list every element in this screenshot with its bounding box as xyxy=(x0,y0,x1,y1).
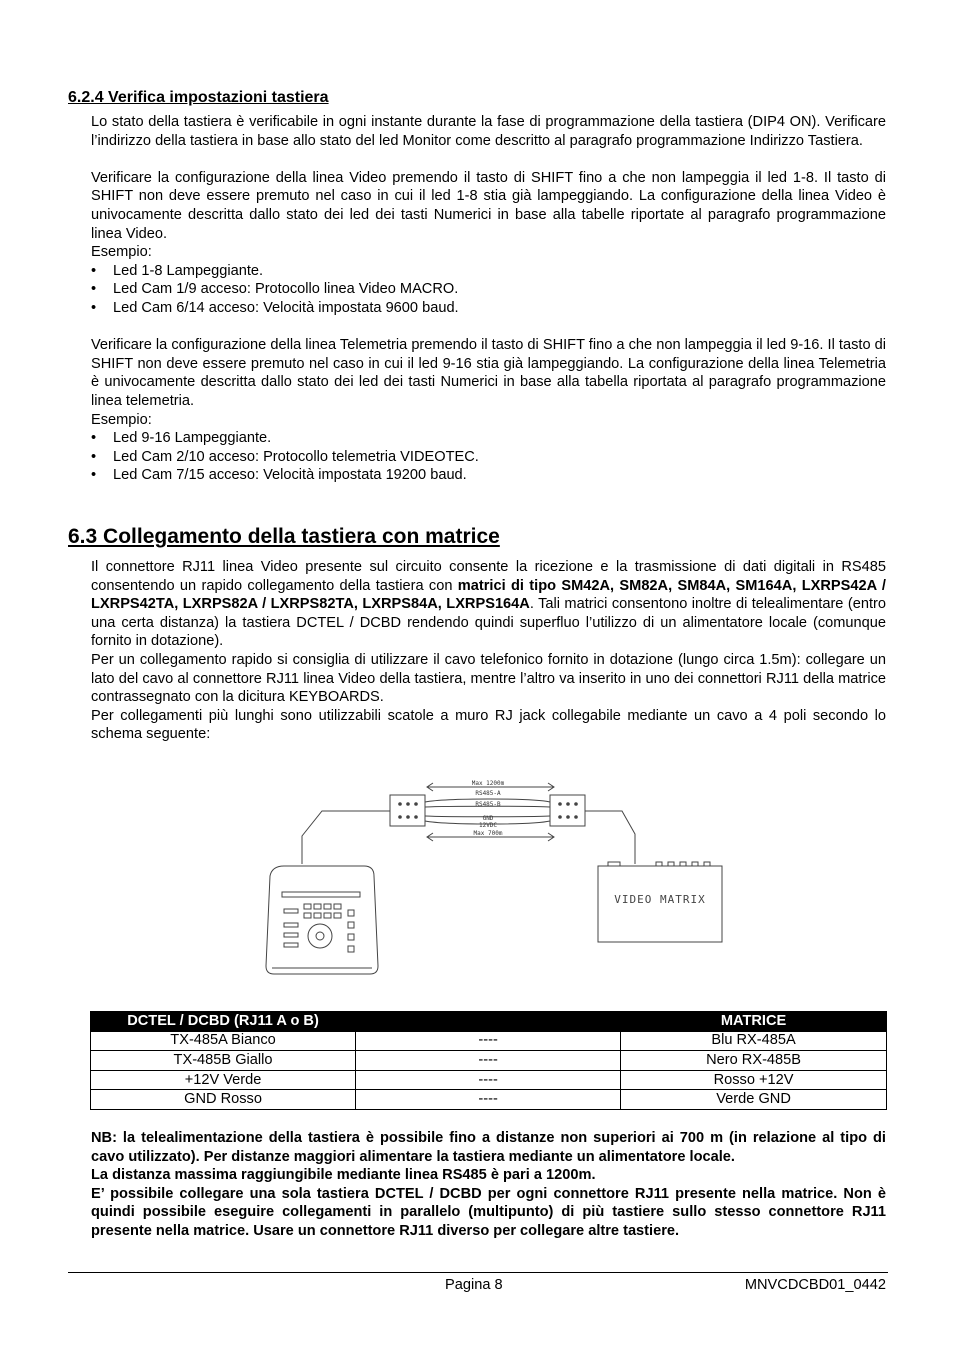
keyboard-drawing xyxy=(266,866,378,974)
bold-text: matrici di tipo SM42A, SM82A, SM84A, SM164A, LXRPS42A / LXRPS42TA, LXRPS82A / LXRPS82TA, LXRPS84A, LXRPS164A xyxy=(91,577,886,613)
note: NB: la telealimentazione della tastiera è possibile fino a distanze non superiori ai 700 m (in relazione al tipo di cavo utilizzato). Per distanze maggiori alimentare la tastiera mediante un alimentatore locale. xyxy=(91,1130,886,1165)
label-max-1200: Max 1200m xyxy=(471,780,505,787)
example-list xyxy=(91,429,886,485)
label-12vdc: 12VDC xyxy=(478,822,498,829)
document-code: MNVCDCBD01_0442 xyxy=(744,1277,886,1293)
page-number: Pagina 8 xyxy=(445,1277,503,1293)
column-header xyxy=(356,1012,621,1032)
label-max-700: Max 700m xyxy=(473,830,503,837)
label-gnd: GND xyxy=(482,815,494,822)
section-6-2-4-heading: 6.2.4 Verifica impostazioni tastiera xyxy=(68,89,329,106)
note: E’ possibile collegare una sola tastiera DCTEL / DCBD per ogni connettore RJ11 presente nella matrice. Non è quindi possibile eseguire collegamenti in parallelo (multipunto) di più tastiere sullo stesso connettore RJ11 presente nella matrice. Usare un connettore RJ11 diverso per collegare altre tastiere. xyxy=(91,1185,886,1239)
table-cell: Nero RX-485B xyxy=(621,1051,887,1071)
footer-rule xyxy=(68,1272,888,1273)
list-item: • Led 9-16 Lampeggiante. xyxy=(91,429,886,448)
paragraph: Per un collegamento rapido si consiglia di utilizzare il cavo telefonico fornito in dotazione (lungo circa 1.5m): collegare un lato del cavo al connettore RJ11 linea Video della tastiera, mentre l’altro va inserito in uno dei connettori RJ11 della matrice contrassegnato con la dicitura KEYBOARDS. xyxy=(91,651,886,706)
text-span: . Tali matrici consentono inoltre di telealimentare (entro una certa distanza) la tastiera DCTEL / DCBD rendendo quindi superfluo l’utilizzo di un alimentatore locale (comunque fornito in dotazione). xyxy=(91,596,886,650)
table-cell: ---- xyxy=(356,1090,621,1110)
table-row xyxy=(91,1031,887,1051)
section-6-3-body xyxy=(91,558,886,744)
paragraph xyxy=(91,558,886,651)
example-label: Esempio: xyxy=(91,411,152,428)
paragraph: Lo stato della tastiera è verificabile in ogni instante durante la fase di programmazione della tastiera (DIP4 ON). Verificare l’indirizzo della tastiera in base allo stato del led Monitor come descritto al paragrafo programmazione Indirizzo Tastiera. xyxy=(91,114,886,149)
table-cell: GND Rosso xyxy=(91,1090,356,1110)
table-cell: TX-485B Giallo xyxy=(91,1051,356,1071)
example-list xyxy=(91,262,886,318)
list-item: • Led Cam 7/15 acceso: Velocità impostata 19200 baud. xyxy=(91,466,886,485)
paragraph: Verificare la configurazione della linea Video premendo il tasto di SHIFT fino a che non lampeggia il led 1-8. Il tasto di SHIFT non deve essere premuto nel caso in cui il led 1-8 stia già lampeggiando. La configurazione della linea Video è univocamente descritta dallo stato dei led dei tasti Numerici in base alla tabelle riportate al paragrafo programmazione linea Video. xyxy=(91,169,886,242)
table-row xyxy=(91,1051,887,1071)
list-item: • Led Cam 1/9 acceso: Protocollo linea Video MACRO. xyxy=(91,280,886,299)
table-cell: Verde GND xyxy=(621,1090,887,1110)
column-header: DCTEL / DCBD (RJ11 A o B) xyxy=(91,1012,356,1032)
table-cell: ---- xyxy=(356,1051,621,1071)
example-label: Esempio: xyxy=(91,244,152,261)
text-span: Il connettore RJ11 linea Video presente sul circuito consente la ricezione e la trasmissione di dati digitali in RS485 consentendo un rapido collegamento della tastiera con xyxy=(91,559,886,594)
paragraph: Per collegamenti più lunghi sono utilizzabili scatole a muro RJ jack collegabile mediante un cavo a 4 poli secondo lo schema seguente: xyxy=(91,707,886,743)
table-cell: TX-485A Bianco xyxy=(91,1031,356,1051)
notes-block xyxy=(91,1129,886,1241)
section-6-2-4-body xyxy=(91,113,886,485)
list-item: • Led 1-8 Lampeggiante. xyxy=(91,262,886,281)
wall-jack-right xyxy=(550,795,585,826)
wall-jack-left xyxy=(390,795,425,826)
table-cell: ---- xyxy=(356,1031,621,1051)
section-6-3-heading: 6.3 Collegamento della tastiera con matrice xyxy=(68,525,500,548)
note: La distanza massima raggiungibile mediante linea RS485 è pari a 1200m. xyxy=(91,1167,596,1184)
video-matrix-label: VIDEO MATRIX xyxy=(614,893,706,906)
table-cell: +12V Verde xyxy=(91,1070,356,1090)
column-header: MATRICE xyxy=(621,1012,887,1032)
table-cell: ---- xyxy=(356,1070,621,1090)
connection-diagram xyxy=(262,776,732,982)
list-item: • Led Cam 2/10 acceso: Protocollo telemetria VIDEOTEC. xyxy=(91,448,886,467)
table-header-row xyxy=(91,1012,887,1032)
table-cell: Blu RX-485A xyxy=(621,1031,887,1051)
wiring-table xyxy=(90,1011,887,1110)
table-cell: Rosso +12V xyxy=(621,1070,887,1090)
list-item: • Led Cam 6/14 acceso: Velocità impostata 9600 baud. xyxy=(91,299,886,318)
table-row xyxy=(91,1090,887,1110)
paragraph: Verificare la configurazione della linea Telemetria premendo il tasto di SHIFT fino a che non lampeggia il led 9-16. Il tasto di SHIFT non deve essere premuto nel caso in cui il led 9-16 stia già lampeggiando. La configurazione della linea Telemetria è univocamente descritta dallo stato dei led dei tasti Numerici in base alla tabella riportata al paragrafo programmazione linea telemetria. xyxy=(91,337,886,409)
table-row xyxy=(91,1070,887,1090)
label-rs485b: RS485-B xyxy=(475,801,501,808)
label-rs485a: RS485-A xyxy=(475,790,501,797)
